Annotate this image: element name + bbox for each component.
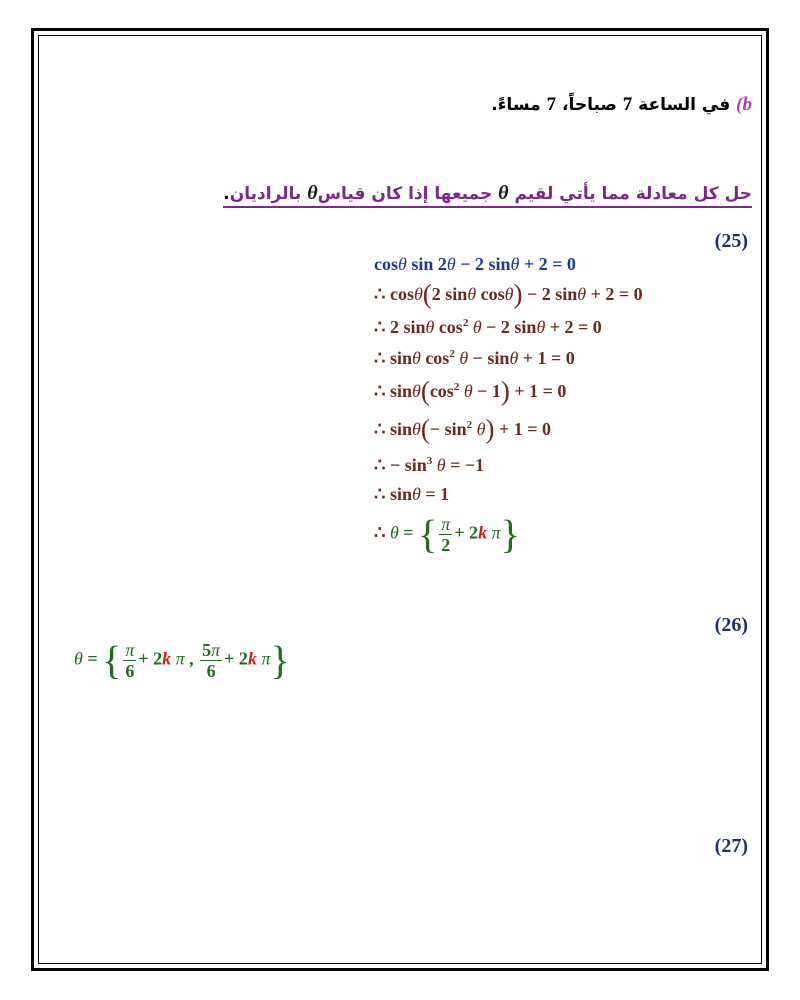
problem-25-step-8: ∴ sinθ = 1 [374,484,450,504]
instruction-period: . [223,184,230,204]
instruction-theta-1: θ [498,182,509,204]
problem-25-step-7: ∴ − $\sin^3 \theta = -1$ [374,455,485,475]
part-b-text-2: صباحاً، [561,95,617,115]
instruction-part-1: حل كل معادلة مما يأتي لقيم [514,184,752,204]
problem-26-number: (26) [714,614,748,636]
problem-26-solution: θ = { $\frac{\pi}{6}$ + 2k π , $\frac{5\pi}{6}$ + 2k π} [74,637,290,683]
problem-25-step-1: cosθ sin 2θ − 2 sinθ + 2 = 0 [374,254,576,274]
instruction-heading [223,182,752,208]
problem-25-step-5: ∴ $\sin\theta(\cos^2$ θ − 1) + 1 = 0 [374,376,567,406]
problem-27-number: (27) [714,835,748,857]
part-b-letter: b) [736,94,752,115]
part-b-text-3: مساءً. [491,95,541,115]
problem-25-step-3: ∴ 2 sinθ $\cos^2 \theta - 2$ sinθ + 2 = 0 [374,317,602,337]
problem-25-number: (25) [714,230,748,252]
instruction-part-2: جميعها إذا كان قياس [317,184,493,204]
problem-25-step-6: ∴ $\sin\theta(- \sin^2 \theta) + 1 = 0$ [374,414,551,444]
problem-25-step-4: ∴ sinθ $\cos^2 \theta - \sin\theta + 1 = 0$ [374,348,575,368]
part-b-line [491,94,752,116]
part-b-number-2: 7 [546,94,557,115]
instruction-part-3: بالراديان [229,184,302,204]
problem-25-step-2: ∴ cosθ(2 sinθ cosθ) − 2 sinθ + 2 = 0 [374,279,643,309]
part-b-text-1: في الساعة [638,95,731,115]
instruction-theta-2: θ [307,182,318,204]
problem-25-solution: ∴ θ = { $\frac{\pi}{2}$ + 2k π} [374,511,520,557]
part-b-number-1: 7 [622,94,633,115]
